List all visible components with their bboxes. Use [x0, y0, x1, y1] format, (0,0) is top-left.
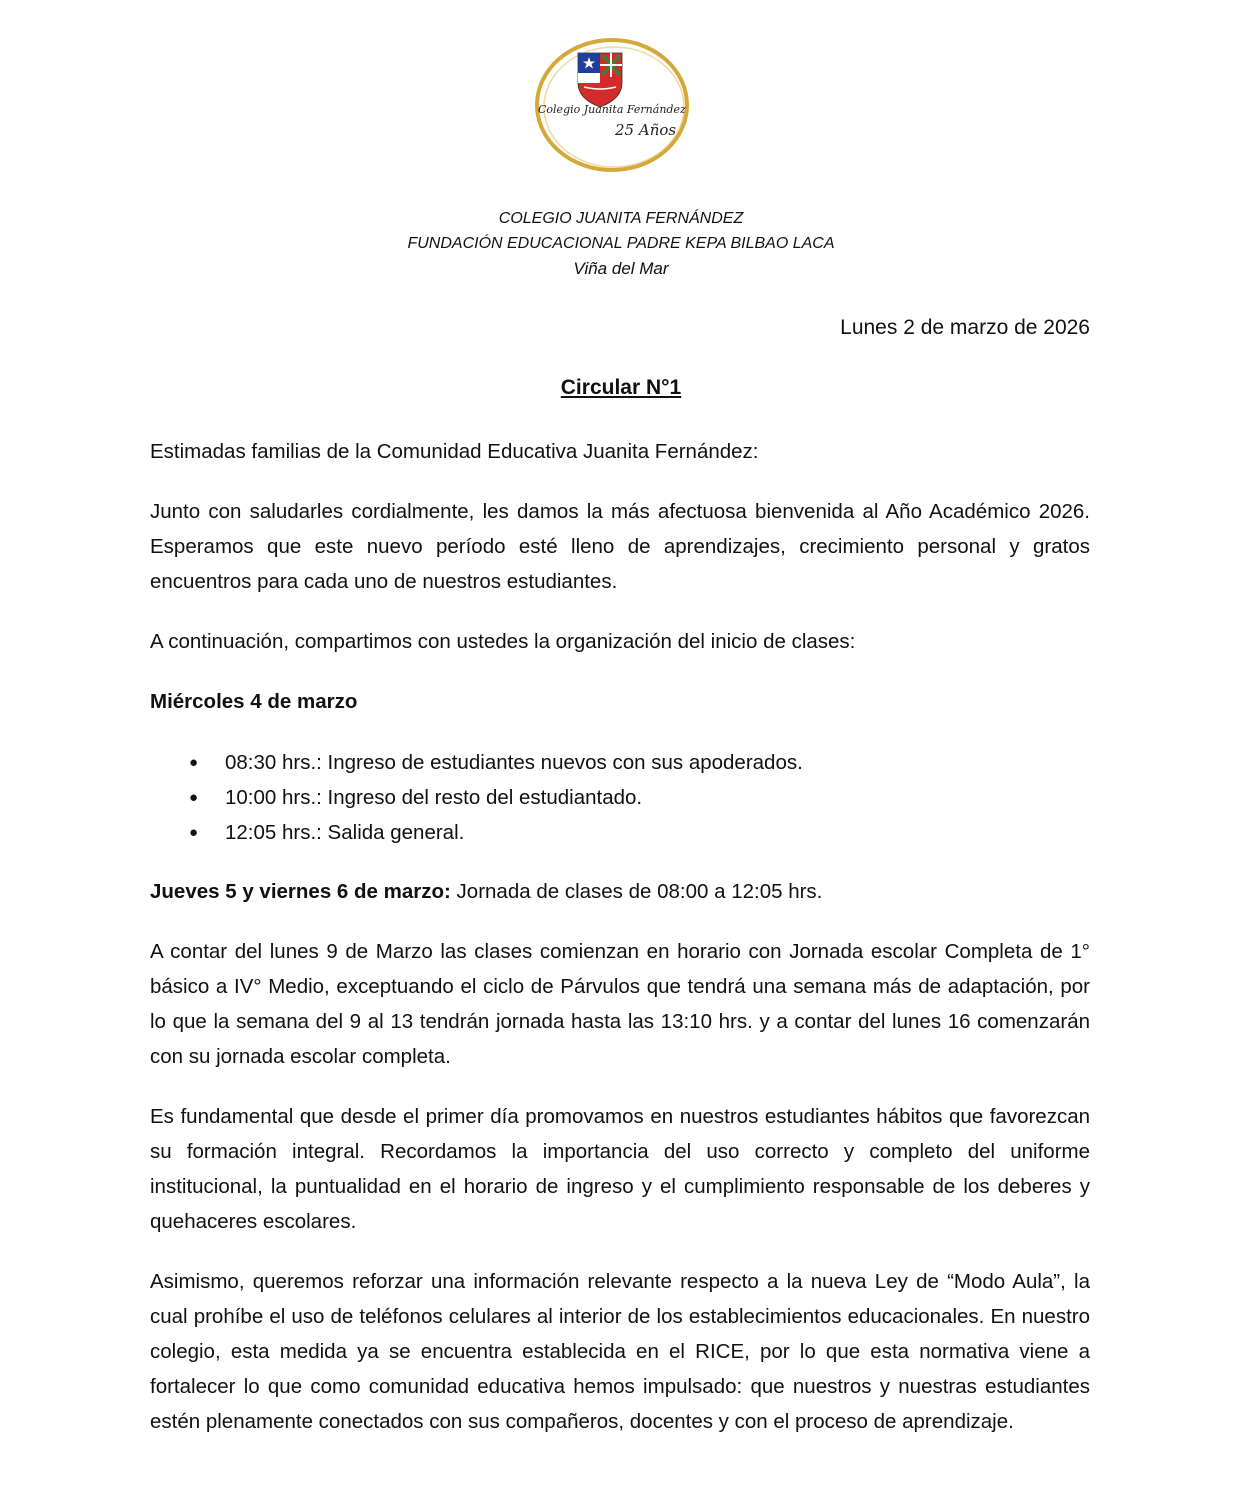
thu-fri-label: Jueves 5 y viernes 6 de marzo:: [150, 880, 451, 903]
paragraph-full-day: A contar del lunes 9 de Marzo las clases comienzan en horario con Jornada escolar Completa de 1° básico a IV° Medio, exceptuando el ciclo de Párvulos que tendrá una semana más de adaptación, por lo que la semana del 9 al 13 tendrán jornada hasta las 13:10 hrs. y a contar del lunes 16 comenzarán con su jornada escolar completa.: [150, 940, 1090, 1068]
school-header: [0, 206, 1242, 281]
header-city: Viña del Mar: [573, 259, 669, 278]
logo-script-name: Colegio Juanita Fernández: [538, 103, 686, 116]
document-date: Lunes 2 de marzo de 2026: [840, 316, 1090, 339]
thu-fri-text: Jornada de clases de 08:00 a 12:05 hrs.: [450, 880, 823, 903]
paragraph-modo-aula: Asimismo, queremos reforzar una información relevante respecto a la nueva Ley de “Modo Aula”, la cual prohíbe el uso de teléfonos celulares al interior de los establecimientos educacionales. En nuestro colegio, esta medida ya se encuentra establecida en el RICE, por lo que esta normativa viene a fortalecer lo que como comunidad educativa hemos impulsado: que nuestros y nuestras estudiantes estén plenamente conectados con sus compañeros, docentes y con el proceso de aprendizaje.: [150, 1270, 1090, 1433]
schedule-list: [150, 745, 803, 850]
paragraph-habits: Es fundamental que desde el primer día promovamos en nuestros estudiantes hábitos que favorezcan su formación integral. Recordamos la importancia del uso correcto y completo del uniforme institucional, la puntualidad en el horario de ingreso y el cumplimiento responsable de los deberes y quehaceres escolares.: [150, 1105, 1090, 1233]
paragraph-intro: A continuación, compartimos con ustedes la organización del inicio de clases:: [150, 630, 856, 653]
document-title: Circular N°1: [560, 376, 682, 399]
schedule-item: ● 08:30 hrs.: Ingreso de estudiantes nuevos con sus apoderados.: [225, 745, 803, 780]
shield-icon: [578, 53, 622, 107]
header-school-name: COLEGIO JUANITA FERNÁNDEZ: [498, 210, 744, 227]
schedule-item: ● 10:00 hrs.: Ingreso del resto del estudiantado.: [225, 780, 803, 815]
paragraph-welcome: Junto con saludarles cordialmente, les damos la más afectuosa bienvenida al Año Académico 2026. Esperamos que este nuevo período esté lleno de aprendizajes, crecimiento personal y gratos encuentros para cada uno de nuestros estudiantes.: [150, 500, 1090, 593]
school-logo: [530, 35, 710, 175]
header-foundation: FUNDACIÓN EDUCACIONAL PADRE KEPA BILBAO LACA: [407, 235, 835, 252]
logo-anniversary: 25 Años: [615, 121, 677, 139]
wednesday-heading: Miércoles 4 de marzo: [150, 690, 358, 713]
schedule-item: ● 12:05 hrs.: Salida general.: [225, 815, 803, 850]
paragraph-thu-fri: [150, 874, 1090, 909]
salutation: Estimadas familias de la Comunidad Educativa Juanita Fernández:: [150, 440, 759, 463]
